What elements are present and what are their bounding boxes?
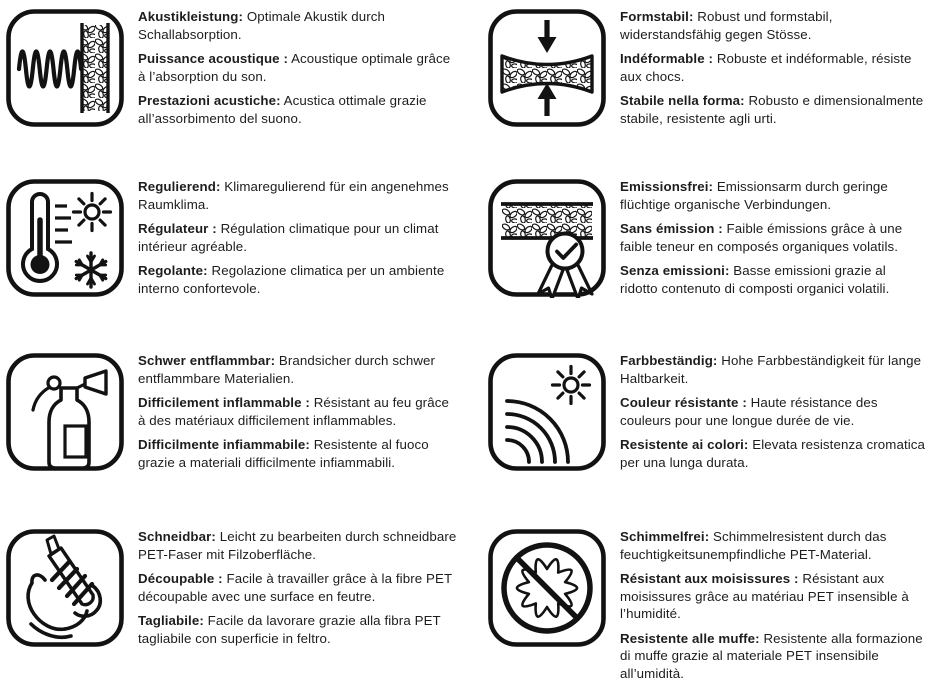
feature-emission-free — [468, 170, 936, 340]
feature-texts — [620, 178, 930, 304]
sound-absorption-icon — [4, 8, 126, 128]
feature-texts — [620, 528, 930, 689]
feature-texts — [138, 528, 462, 654]
feature-text-de: Schneidbar: Leicht zu bearbeiten durch schneidbare PET-Faser mit Filzoberfläche. — [138, 529, 457, 562]
feature-text-fr: Régulateur : Régulation climatique pour un climat intérieur agréable. — [138, 221, 439, 254]
feature-mold-free — [468, 518, 936, 680]
feature-texts — [138, 178, 462, 304]
feature-text-it: Regolante: Regolazione climatica per un ambiente interno confortevole. — [138, 263, 445, 296]
feature-text-fr: Indéformable : Robuste et indéformable, résiste aux chocs. — [620, 51, 912, 84]
feature-text-fr: Couleur résistante : Haute résistance des couleurs pour une longue durée de vie. — [620, 395, 878, 428]
feature-texts — [138, 8, 462, 134]
feature-text-fr: Puissance acoustique : Acoustique optimale grâce à l’absorption du son. — [138, 51, 451, 84]
cuttable-icon — [4, 528, 126, 648]
feature-text-it: Difficilmente infiammabile: Resistente al fuoco grazie a materiali difficilmente infiammabili. — [138, 437, 429, 470]
feature-texts — [620, 8, 930, 134]
feature-texts — [620, 352, 930, 478]
feature-text-it: Stabile nella forma: Robusto e dimensionalmente stabile, resistente agli urti. — [620, 93, 924, 126]
climate-regulating-icon — [4, 178, 126, 298]
feature-text-fr: Sans émission : Faible émissions grâce à une faible teneur en composés organiques volatils. — [620, 221, 903, 254]
feature-climate — [0, 170, 468, 340]
feature-text-de: Regulierend: Klimaregulierend für ein angenehmes Raumklima. — [138, 179, 449, 212]
feature-text-de: Schimmelfrei: Schimmelresistent durch das feuchtigkeitsunempfindliche PET-Material. — [620, 529, 887, 562]
feature-text-it: Resistente alle muffe: Resistente alla formazione di muffe grazie al materiale PET insensibile all’umidità. — [620, 630, 923, 681]
feature-text-it: Tagliabile: Facile da lavorare grazie alla fibra PET tagliabile con superficie in feltro. — [138, 613, 441, 646]
feature-shape-stability — [468, 0, 936, 170]
feature-text-de: Schwer entflammbar: Brandsicher durch schwer entflammbare Materialien. — [138, 353, 436, 386]
feature-text-de: Akustikleistung: Optimale Akustik durch Schallabsorption. — [138, 9, 386, 42]
feature-flame-retardant — [0, 340, 468, 518]
feature-cuttable — [0, 518, 468, 680]
feature-text-it: Prestazioni acustiche: Acustica ottimale grazie all’assorbimento del suono. — [138, 93, 427, 126]
feature-text-it: Senza emissioni: Basse emissioni grazie al ridotto contenuto di composti organici volatili. — [620, 263, 890, 296]
feature-text-fr: Difficilement inflammable : Résistant au feu grâce à des matériaux difficilement inflammables. — [138, 395, 449, 428]
feature-color-fastness — [468, 340, 936, 518]
mold-free-icon — [486, 528, 608, 648]
emission-free-icon — [486, 178, 608, 298]
fire-extinguisher-icon — [4, 352, 126, 472]
feature-acoustic — [0, 0, 468, 170]
feature-text-fr: Résistant aux moisissures : Résistant aux moisissures grâce au matériau PET insensible à l’humidité. — [620, 571, 909, 621]
feature-text-it: Resistente ai colori: Elevata resistenza cromatica per una lunga durata. — [620, 437, 926, 470]
feature-text-de: Formstabil: Robust und formstabil, widerstandsfähig gegen Stösse. — [620, 9, 833, 42]
feature-text-de: Farbbeständig: Hohe Farbbeständigkeit für lange Haltbarkeit. — [620, 353, 922, 386]
color-fastness-icon — [486, 352, 608, 472]
feature-text-de: Emissionsfrei: Emissionsarm durch geringe flüchtige organische Verbindungen. — [620, 179, 888, 212]
shape-stability-icon — [486, 8, 608, 128]
feature-texts — [138, 352, 462, 478]
feature-text-fr: Découpable : Facile à travailler grâce à la fibre PET découpable avec une surface en feutre. — [138, 571, 452, 604]
